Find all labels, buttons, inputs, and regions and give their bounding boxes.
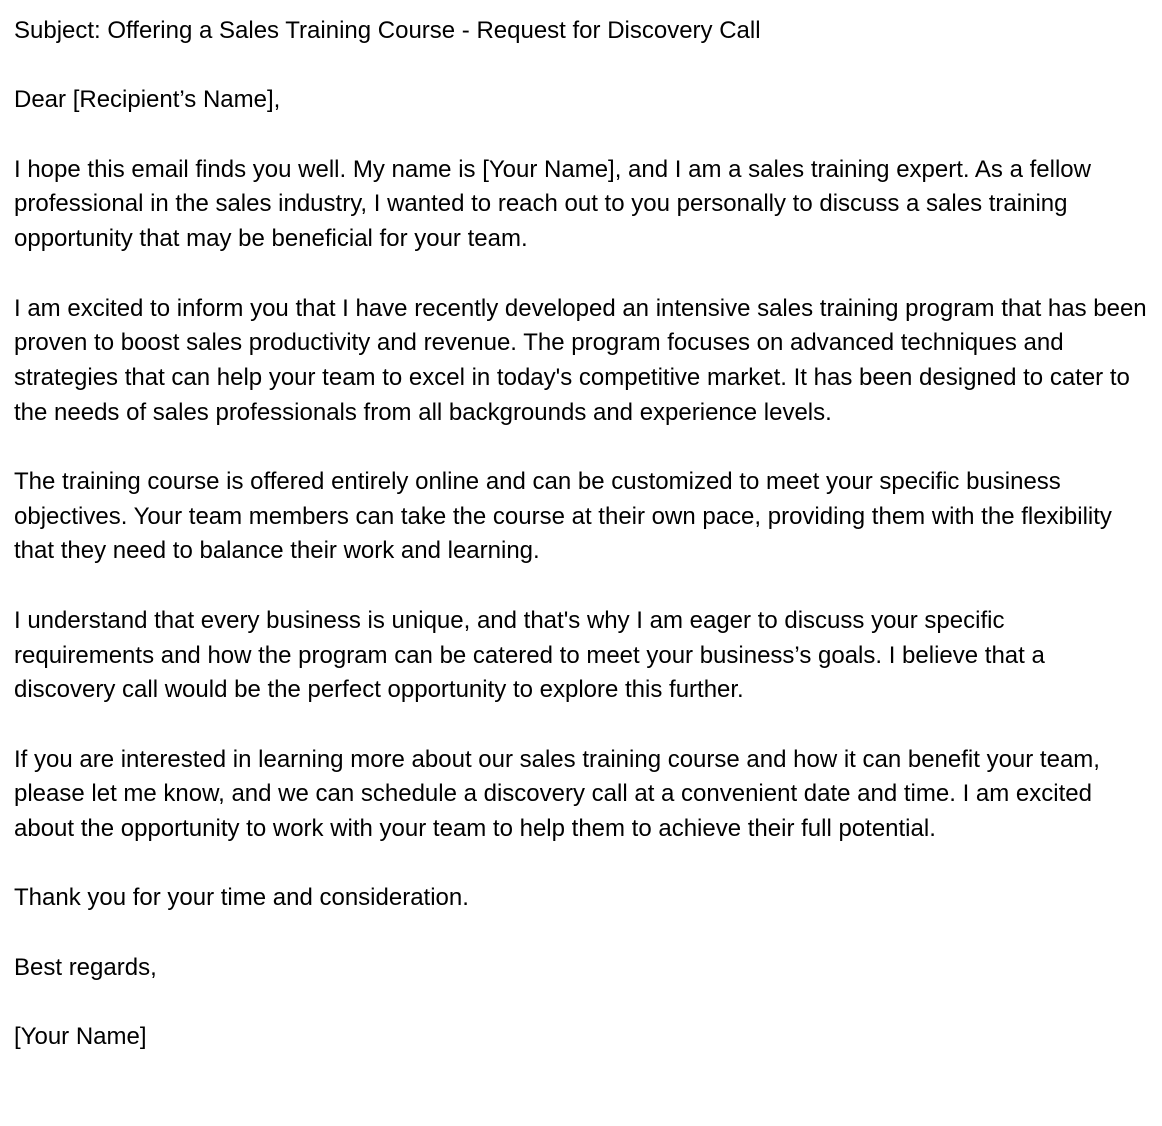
paragraph-thanks: Thank you for your time and consideration. bbox=[14, 884, 469, 912]
email-subject: Subject: Offering a Sales Training Course - Request for Discovery Call bbox=[14, 17, 761, 44]
email-greeting: Dear [Recipient’s Name], bbox=[14, 86, 281, 114]
paragraph-program-details: I am excited to inform you that I have recently developed an intensive sales training program that has been proven to boost sales productivity and revenue. The program focuses on advanced techniques and strategies that can help your team to excel in today's competitive market. It has been designed to cater to the needs of sales professionals from all backgrounds and experience levels. bbox=[14, 294, 1147, 426]
paragraph-call-to-action: If you are interested in learning more about our sales training course and how it can benefit your team, please let me know, and we can schedule a discovery call at a convenient date and time. I am excited about the opportunity to work with your team to help them to achieve their full potential. bbox=[14, 745, 1100, 843]
paragraph-online-format: The training course is offered entirely online and can be customized to meet your specific business objectives. Your team members can take the course at their own pace, providing them with the flexibility that they need to balance their work and learning. bbox=[14, 468, 1112, 565]
email-closing: Best regards, bbox=[14, 953, 157, 981]
paragraph-discovery-call: I understand that every business is unique, and that's why I am eager to discuss your specific requirements and how the program can be catered to meet your business’s goals. I believe that a discovery call would be the perfect opportunity to explore this further. bbox=[14, 606, 1045, 704]
paragraph-introduction: I hope this email finds you well. My name is [Your Name], and I am a sales training expert. As a fellow professional in the sales industry, I wanted to reach out to you personally to discuss a sales training opportunity that may be beneficial for your team. bbox=[14, 155, 1091, 253]
email-signature: [Your Name] bbox=[14, 1023, 147, 1051]
